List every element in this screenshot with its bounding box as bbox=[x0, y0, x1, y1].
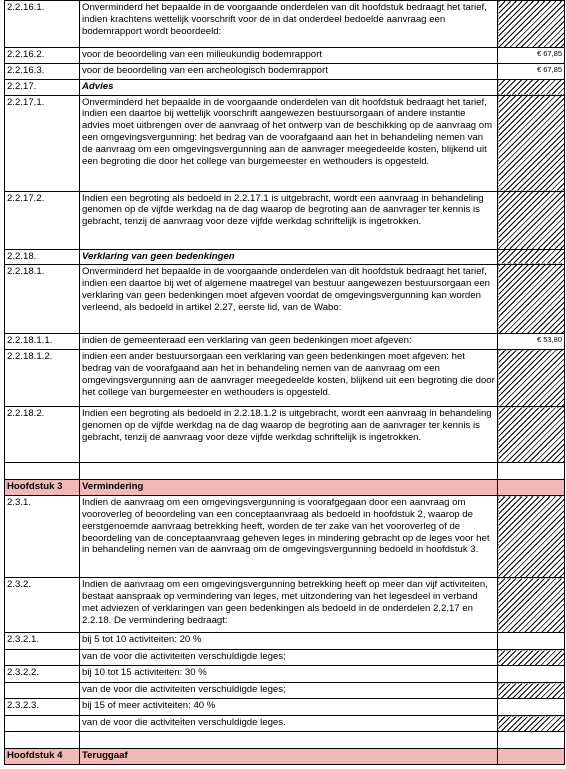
row-text: voor de beoordeling van een milieukundig bodemrapport bbox=[80, 48, 498, 64]
chapter-title: Teruggaaf bbox=[80, 749, 498, 765]
table-row bbox=[5, 64, 565, 80]
row-code: 2.3.2. bbox=[5, 578, 80, 633]
row-code: 2.2.18.1. bbox=[5, 265, 80, 334]
table-row bbox=[5, 95, 565, 191]
table-row bbox=[5, 666, 565, 683]
row-code: 2.2.18.1.1. bbox=[5, 334, 80, 350]
row-code: 2.2.18.1.2. bbox=[5, 350, 80, 407]
row-text: Indien de aanvraag om een omgevingsvergunning is voorafgegaan door een aanvraag om vooroverleg of beoordeling van een conceptaanvraag als bedoeld in hoofdstuk 2, waarop de eerstgenoemde aanvraag betrekking heeft, worden de ter zake van het vooroverleg of de beoordeling van de conceptaanvraag geheven leges in mindering gebracht op de leges voor het in behandeling nemen van de aanvraag om de omgevingsvergunning bedoeld in hoofdstuk 3. bbox=[80, 496, 498, 578]
fee-cell-hatched bbox=[498, 683, 565, 699]
chapter-title: Vermindering bbox=[80, 480, 498, 496]
table-row bbox=[5, 496, 565, 578]
row-code: 2.3.2.1. bbox=[5, 633, 80, 650]
table-row bbox=[5, 1, 565, 48]
table-row bbox=[5, 191, 565, 249]
chapter-row bbox=[5, 480, 565, 496]
row-text: van de voor die activiteiten verschuldigde leges; bbox=[80, 683, 498, 699]
row-code: 2.2.17.2. bbox=[5, 191, 80, 249]
section-heading: Verklaring van geen bedenkingen bbox=[80, 249, 498, 265]
row-text bbox=[80, 463, 498, 480]
fee-amount: € 67,85 bbox=[498, 64, 565, 80]
table-row bbox=[5, 716, 565, 732]
fee-cell-hatched bbox=[498, 350, 565, 407]
row-code: 2.2.16.2. bbox=[5, 48, 80, 64]
row-code bbox=[5, 650, 80, 666]
blank-row bbox=[5, 463, 565, 480]
chapter-number: Hoofdstuk 3 bbox=[5, 480, 80, 496]
fee-cell bbox=[498, 480, 565, 496]
fee-cell-hatched bbox=[498, 496, 565, 578]
row-text: Onverminderd het bepaalde in de voorgaande onderdelen van dit hoofdstuk bedraagt het tarief, indien een daartoe bij wettelijk voorschrift aangewezen bestuursorgaan of andere instantie advies moet uitbrengen over de aanvraag of het ontwerp van de beschikking op de aanvraag om een omgevingsvergunning: het bedrag van de voorafgaand aan het in behandeling nemen van de aanvraag om een omgevingsvergunning aan de aanvrager meegedeelde kosten, blijkend uit een begroting die door het college van burgemeester en wethouders is opgesteld. bbox=[80, 95, 498, 191]
table-row bbox=[5, 350, 565, 407]
fee-cell-hatched bbox=[498, 249, 565, 265]
row-text: bij 5 tot 10 activiteiten: 20 % bbox=[80, 633, 498, 650]
table-row bbox=[5, 578, 565, 633]
fee-cell-hatched bbox=[498, 407, 565, 463]
fee-cell bbox=[498, 463, 565, 480]
row-text: indien de gemeenteraad een verklaring van geen bedenkingen moet afgeven: bbox=[80, 334, 498, 350]
row-code bbox=[5, 716, 80, 732]
row-text: Onverminderd het bepaalde in de voorgaande onderdelen van dit hoofdstuk bedraagt het tarief, indien krachtens wettelijk voorschrift voor de in dat onderdeel bedoelde aanvraag een bodemrapport wordt beoordeeld: bbox=[80, 1, 498, 48]
row-code: 2.2.18. bbox=[5, 249, 80, 265]
section-heading-row bbox=[5, 79, 565, 95]
row-code: 2.2.18.2. bbox=[5, 407, 80, 463]
table-row bbox=[5, 407, 565, 463]
chapter-number: Hoofdstuk 4 bbox=[5, 749, 80, 765]
fee-cell-hatched bbox=[498, 191, 565, 249]
fee-cell-hatched bbox=[498, 265, 565, 334]
table-row bbox=[5, 48, 565, 64]
row-text: bij 15 of meer activiteiten: 40 % bbox=[80, 699, 498, 716]
fee-cell-hatched bbox=[498, 95, 565, 191]
section-heading: Advies bbox=[80, 79, 498, 95]
fee-amount: € 67,85 bbox=[498, 48, 565, 64]
row-text: voor de beoordeling van een archeologisch bodemrapport bbox=[80, 64, 498, 80]
row-text: Indien een begroting als bedoeld in 2.2.18.1.2 is uitgebracht, wordt een aanvraag in behandeling genomen op de vijfde werkdag na de dag waarop de begroting aan de aanvrager ter kennis is gebracht, tenzij de aanvraag voor deze vijfde werkdag schriftelijk is ingetrokken. bbox=[80, 407, 498, 463]
row-code: 2.2.16.3. bbox=[5, 64, 80, 80]
row-text: van de voor die activiteiten verschuldigde leges; bbox=[80, 650, 498, 666]
fee-cell bbox=[498, 732, 565, 749]
table-row bbox=[5, 265, 565, 334]
row-code: 2.3.1. bbox=[5, 496, 80, 578]
fee-cell-hatched bbox=[498, 578, 565, 633]
table-row bbox=[5, 699, 565, 716]
row-code: 2.2.17.1. bbox=[5, 95, 80, 191]
row-code bbox=[5, 463, 80, 480]
row-text bbox=[80, 732, 498, 749]
table-row bbox=[5, 683, 565, 699]
fee-cell-hatched bbox=[498, 1, 565, 48]
fee-cell bbox=[498, 666, 565, 683]
row-code: 2.2.16.1. bbox=[5, 1, 80, 48]
table-row bbox=[5, 650, 565, 666]
section-heading-row bbox=[5, 249, 565, 265]
row-code: 2.3.2.3. bbox=[5, 699, 80, 716]
fee-amount: € 53,80 bbox=[498, 334, 565, 350]
row-text: Indien de aanvraag om een omgevingsvergunning betrekking heeft op meer dan vijf activiteiten, bestaat aanspraak op vermindering van leges, met uitzondering van het legesdeel in verband met adviezen of verklaringen van geen bedenkingen als bedoeld in de onderdelen 2.2.17 en 2.2.18. De vermindering bedraagt: bbox=[80, 578, 498, 633]
fee-cell-hatched bbox=[498, 650, 565, 666]
row-code: 2.3.2.2. bbox=[5, 666, 80, 683]
row-text: bij 10 tot 15 activiteiten: 30 % bbox=[80, 666, 498, 683]
fee-cell-hatched bbox=[498, 716, 565, 732]
row-code bbox=[5, 683, 80, 699]
row-text: indien een ander bestuursorgaan een verklaring van geen bedenkingen moet afgeven: het bedrag van de voorafgaand aan het in behandeling nemen van de aanvraag om een omgevingsvergunning aan de aanvrager meegedeelde kosten, blijkend uit een begroting die door het college van burgemeester en wethouders is opgesteld. bbox=[80, 350, 498, 407]
fee-cell bbox=[498, 633, 565, 650]
blank-row bbox=[5, 732, 565, 749]
table-row bbox=[5, 633, 565, 650]
row-text: Onverminderd het bepaalde in de voorgaande onderdelen van dit hoofdstuk bedraagt het tarief, indien een daartoe bij wet of algemene maatregel van bestuur aangewezen bestuursorgaan een verklaring van geen bedenkingen moet afgeven voordat de omgevingsvergunning kan worden verleend, als bedoeld in artikel 2.27, eerste lid, van de Wabo: bbox=[80, 265, 498, 334]
table-row bbox=[5, 334, 565, 350]
row-code: 2.2.17. bbox=[5, 79, 80, 95]
fee-cell bbox=[498, 699, 565, 716]
chapter-row bbox=[5, 749, 565, 765]
fee-schedule-table bbox=[4, 0, 565, 765]
row-text: Indien een begroting als bedoeld in 2.2.17.1 is uitgebracht, wordt een aanvraag in behandeling genomen op de vijfde werkdag na de dag waarop de begroting aan de aanvrager ter kennis is gebracht, tenzij de aanvraag voor deze vijfde werkdag schriftelijk is ingetrokken. bbox=[80, 191, 498, 249]
row-text: van de voor die activiteiten verschuldigde leges. bbox=[80, 716, 498, 732]
fee-cell-hatched bbox=[498, 79, 565, 95]
fee-cell bbox=[498, 749, 565, 765]
row-code bbox=[5, 732, 80, 749]
